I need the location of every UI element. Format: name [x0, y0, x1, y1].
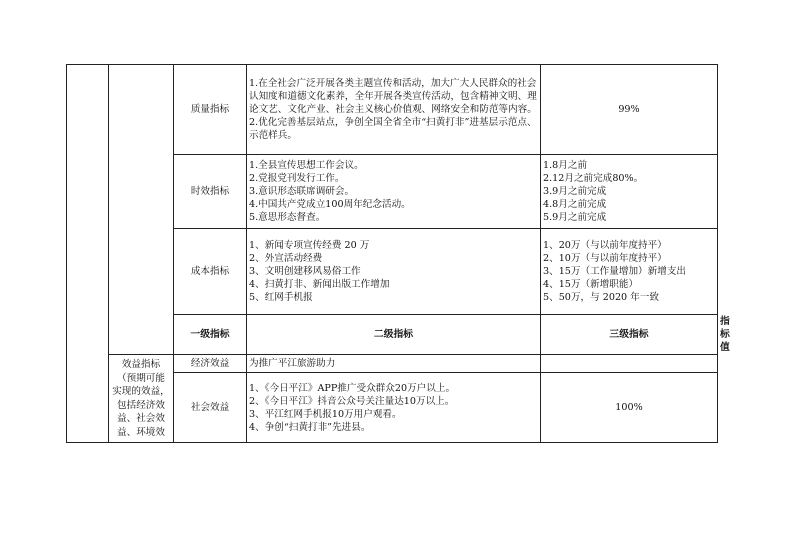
economic-value [541, 355, 718, 373]
social-item: 4、争创“扫黄打非”先进县。 [249, 421, 371, 433]
cost-value: 1、20万（与以前年度持平） [543, 240, 667, 251]
social-item: 1、《今日平江》APP推广受众群众20万户以上。 [249, 382, 456, 394]
quality-item: 2.优化完善基层站点，争创全国全省全市“扫黄打非”进基层示范点、示范样兵。 [249, 117, 537, 141]
timeliness-value: 2.12月之前完成80%。 [543, 173, 644, 184]
economic-label: 经济效益 [174, 355, 247, 373]
timeliness-values [541, 155, 718, 229]
timeliness-label: 时效指标 [174, 155, 247, 229]
cost-label: 成本指标 [174, 229, 247, 315]
benefit-line: 益、环境效 [117, 426, 165, 438]
cost-value: 2、10万（与以前年度持平） [543, 253, 667, 264]
cost-item: 4、扫黄打非、新闻出版工作增加 [249, 279, 390, 290]
header-level2: 二级指标 [247, 315, 541, 355]
benefit-line: 益、社会效 [117, 413, 165, 424]
benefit-line: 实现的效益， [112, 386, 170, 397]
benefit-line: 包括经济效 [117, 399, 165, 411]
quality-label: 质量指标 [174, 65, 247, 155]
header-row: 一级指标 二级指标 三级指标 指标值 [67, 315, 718, 355]
timeliness-value: 3.9月之前完成 [543, 186, 607, 197]
cost-item: 5、红网手机报 [249, 292, 313, 303]
outer-blank-cell [67, 65, 109, 443]
quality-value: 99% [541, 65, 718, 155]
cost-value: 3、15万（工作量增加）新增支出 [543, 266, 687, 277]
header-level1: 一级指标 [174, 315, 247, 355]
social-value: 100% [541, 373, 718, 443]
timeliness-item: 4.中国共产党成立100周年纪念活动。 [249, 199, 411, 210]
social-item: 3、平江红网手机报10万用户观看。 [249, 408, 402, 420]
economic-row [67, 355, 718, 373]
social-item: 2、《今日平江》抖音公众号关注量达10万以上。 [249, 395, 455, 407]
cost-item: 1、新闻专项宣传经费 20 万 [249, 240, 370, 251]
cost-values [541, 229, 718, 315]
quality-item: 1.在全社会广泛开展各类主题宣传和活动，加大广大人民群众的社会认知度和道德文化素养，全年开展各类宣传活动，包含精神文明、理论文艺、文化产业、社会主义核心价值观、网络安全和防范等内容。 [249, 78, 537, 115]
benefit-line: （预期可能 [117, 372, 165, 384]
quality-row [67, 65, 718, 155]
benefit-level1-label [109, 355, 174, 443]
performance-indicator-table [66, 64, 730, 443]
timeliness-value: 4.8月之前完成 [543, 199, 607, 210]
cost-item: 2、外宣活动经费 [249, 253, 323, 264]
timeliness-item: 3.意识形态联席调研会。 [249, 186, 355, 197]
social-label: 社会效益 [174, 373, 247, 443]
timeliness-value: 1.8月之前 [543, 160, 588, 171]
economic-content: 为推广平江旅游助力 [247, 355, 541, 373]
header-level3: 三级指标 [541, 315, 718, 355]
cost-value: 4、15万（新增职能） [543, 279, 639, 290]
blank-level1-cell [109, 65, 174, 355]
timeliness-item: 2.党报党刊发行工作。 [249, 173, 345, 184]
benefit-line: 效益指标 [121, 359, 161, 370]
cost-value: 5、50万，与 2020 年一致 [543, 292, 659, 303]
social-content [247, 373, 541, 443]
quality-content [247, 65, 541, 155]
timeliness-item: 5.意思形态督查。 [249, 212, 326, 223]
cost-item: 3、文明创建移风易俗工作 [249, 266, 361, 277]
timeliness-item: 1.全县宣传思想工作会议。 [249, 160, 364, 171]
cost-content [247, 229, 541, 315]
timeliness-value: 5.9月之前完成 [543, 212, 607, 223]
timeliness-content [247, 155, 541, 229]
